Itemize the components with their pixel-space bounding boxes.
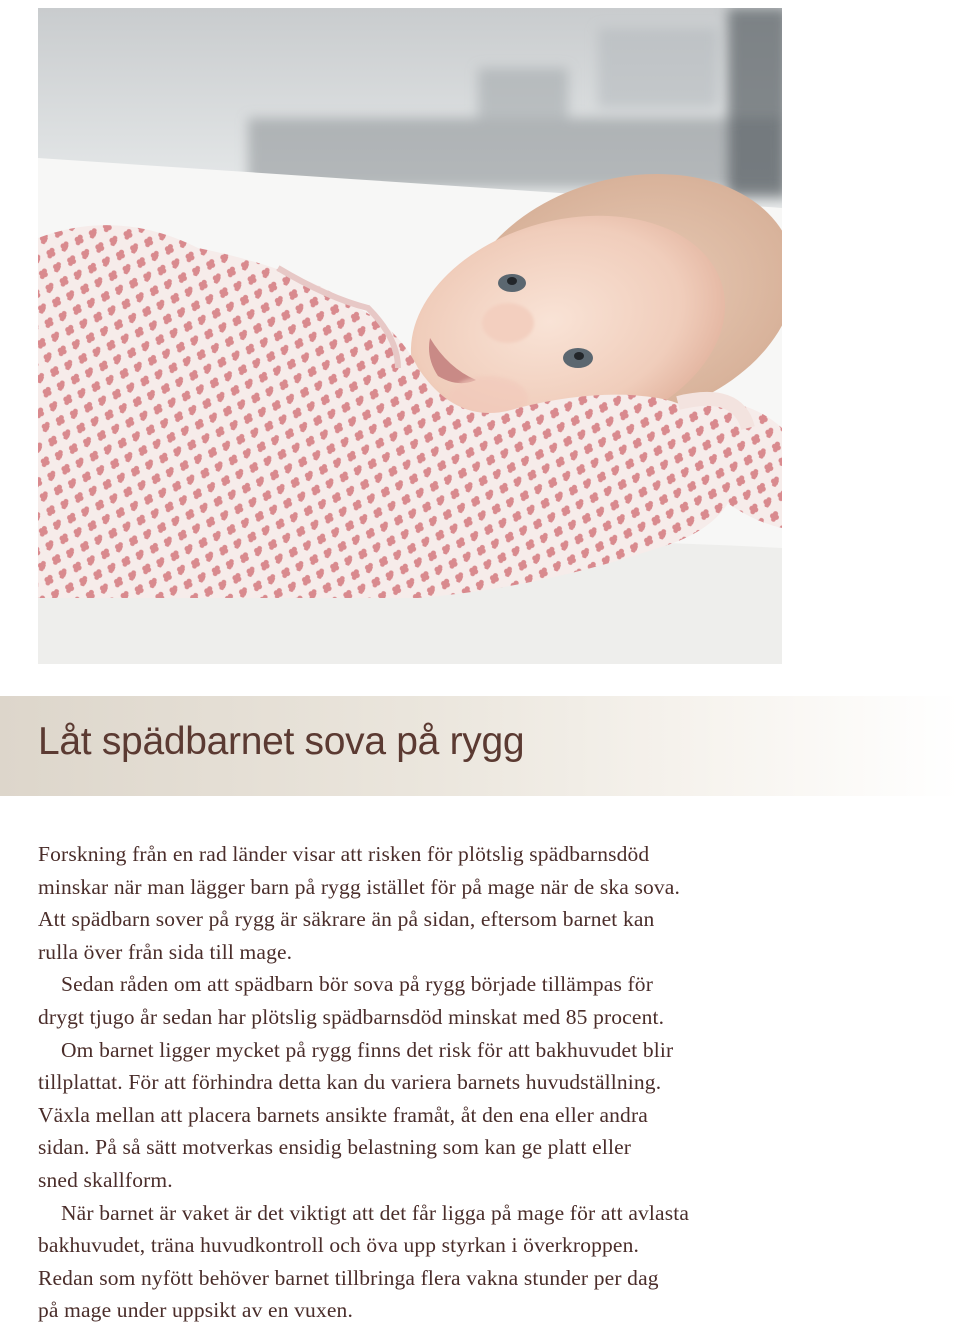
text-line: drygt tjugo år sedan har plötslig spädbarnsdöd minskat med 85 procent. — [38, 1004, 665, 1029]
text-line: Att spädbarn sover på rygg är säkrare än på sidan, eftersom barnet kan — [38, 907, 655, 932]
text-line: Växla mellan att placera barnets ansikte framåt, åt den ena eller andra — [38, 1102, 648, 1127]
text-line: minskar när man lägger barn på rygg istället för på mage när de ska sova. — [38, 874, 680, 899]
body-text — [38, 838, 798, 1327]
text-line: rulla över från sida till mage. — [38, 939, 293, 964]
text-line: Redan som nyfött behöver barnet tillbringa flera vakna stunder per dag — [38, 1265, 659, 1290]
text-line: tillplattat. För att förhindra detta kan du variera barnets huvudställning. — [38, 1070, 662, 1095]
text-line: Sedan råden om att spädbarn bör sova på rygg började tillämpas för — [61, 972, 654, 997]
text-line: bakhuvudet, träna huvudkontroll och öva upp styrkan i överkroppen. — [38, 1233, 640, 1258]
text-line: på mage under uppsikt av en vuxen. — [38, 1298, 353, 1323]
text-line: Forskning från en rad länder visar att risken för plötslig spädbarnsdöd — [38, 842, 650, 866]
baby-photo — [38, 8, 782, 664]
page-title: Låt spädbarnet sova på rygg — [38, 720, 525, 763]
text-line: sned skallform. — [38, 1167, 173, 1192]
text-line: sidan. På så sätt motverkas ensidig belastning som kan ge platt eller — [38, 1135, 632, 1160]
text-line: När barnet är vaket är det viktigt att det får ligga på mage för att avlasta — [61, 1200, 690, 1225]
text-line: Om barnet ligger mycket på rygg finns det risk för att bakhuvudet blir — [61, 1037, 674, 1062]
title-band — [0, 696, 960, 796]
